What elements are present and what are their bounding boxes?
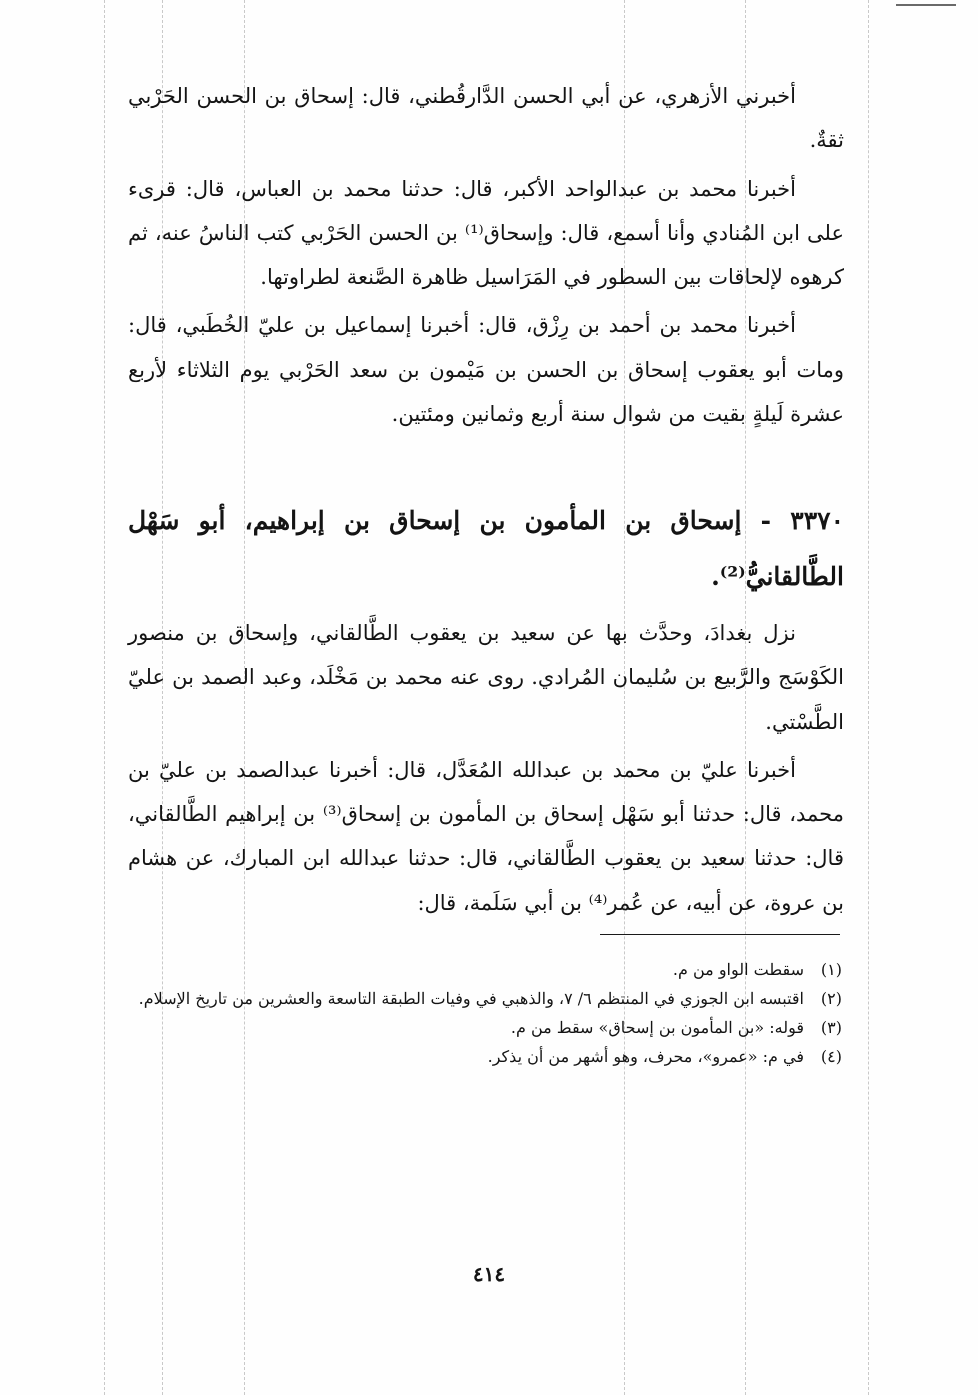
page-number: ٤١٤ [472,1262,506,1286]
scan-artifact-line [104,0,105,1395]
footnote-text: في م: «عمرو»، محرف، وهو أشهر من أن يذكر. [487,1047,804,1066]
body-paragraph: نزل بغدادَ، وحدَّث بها عن سعيد بن يعقوب الطَّالقاني، وإسحاق بن منصور الكَوْسَج والرَّبيع بن سُليمان المُرادي. روى عنه محمد بن مَخْلَد، وعبد الصمد بن عليّ الطَّسْتي. [128,621,844,734]
body-paragraph: أخبرنا محمد بن أحمد بن رِزْق، قال: أخبرنا إسماعيل بن عليّ الخُطَبي، قال: ومات أبو يعقوب إسحاق بن الحسن بن مَيْمون بن سعد الحَرْبي يوم الثلاثاء لأربع عشرة لَيلةٍ بقيت من شوال سنة أربع وثمانين ومئتين. [128,313,844,427]
body-text-entry [128,611,844,925]
footnote-number: (٢) [820,989,842,1008]
footnote [128,1042,842,1071]
body-paragraph: أخبرنا محمد بن عبدالواحد الأكبر، قال: حدثنا محمد بن العباس، قال: قرىء على ابن المُنادي وأنا أسمع، قال: وإسحاق⁽¹⁾ بن الحسن الحَرْبي كتب الناسُ عنه، ثم كرهوه لإلحاقات بين السطور في المَرَاسيل ظاهرة الصَّنعة لطراوتها. [128,176,844,290]
footnote [128,984,842,1013]
body-paragraph: أخبرني الأزهري، عن أبي الحسن الدَّارقُطني، قال: إسحاق بن الحسن الحَرْبي ثقةٌ. [128,84,844,153]
footnotes [128,955,842,1071]
footnote-text: سقطت الواو من م. [672,960,804,979]
body-paragraph: أخبرنا عليّ بن محمد بن عبدالله المُعَدَّل، قال: أخبرنا عبدالصمد بن عليّ بن محمد، قال: حدثنا أبو سَهْل إسحاق بن المأمون بن إسحاق⁽³⁾ بن إبراهيم الطَّالقاني، قال: حدثنا سعيد بن يعقوب الطَّالقاني، قال: حدثنا عبدالله ابن المبارك، عن هشام بن عروة، عن أبيه، عن عُمر⁽⁴⁾ بن أبي سَلَمة، قال: [128,757,844,915]
footnote-separator [600,934,840,935]
footnote-text: اقتبسه ابن الجوزي في المنتظم ٦/ ٧، والذهبي في وفيات الطبقة التاسعة والعشرين من تاريخ الإسلام. [138,989,804,1008]
footnote [128,1013,842,1042]
footnote [128,955,842,984]
scan-top-edge [896,4,956,6]
footnote-number: (١) [820,960,842,979]
footnote-text: قوله: «بن المأمون بن إسحاق» سقط من م. [510,1018,804,1037]
footnote-number: (٣) [820,1018,842,1037]
body-text-top [128,74,844,436]
entry-heading: ٣٣٧٠ - إسحاق بن المأمون بن إسحاق بن إبراهيم، أبو سَهْل الطَّالقانيُّ⁽²⁾. [128,506,844,591]
scan-artifact-line [868,0,869,1395]
footnote-number: (٤) [820,1047,842,1066]
